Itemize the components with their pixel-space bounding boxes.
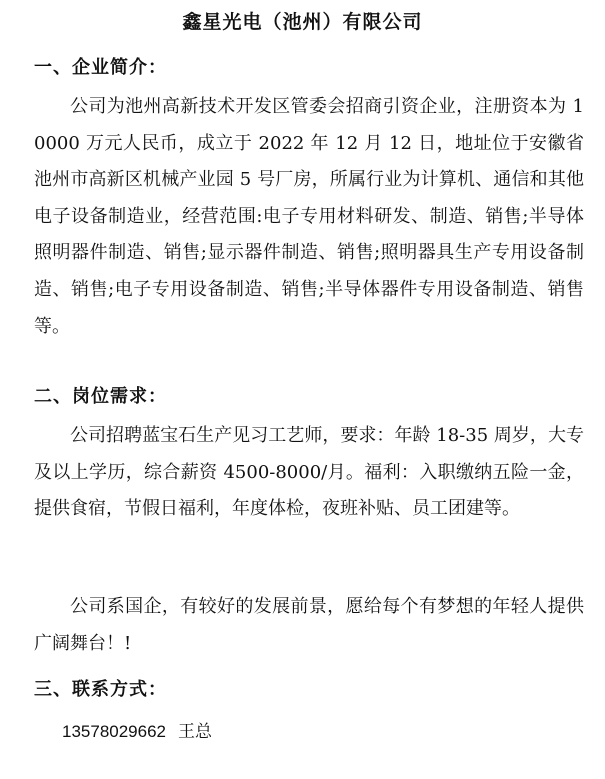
company-intro-paragraph: 公司为池州高新技术开发区管委会招商引资企业，注册资本为 10000 万元人民币，成立于 2022 年 12 月 12 日，地址位于安徽省池州市高新区机械产业园 5 号厂房，所属行业为计算机、通信和其他电子设备制造业，经营范围:电子专用材料研发、制造、销售;半导体照明器件制造、销售;显示器件制造、销售;照明器具生产专用设备制造、销售;电子专用设备制造、销售;半导体器件专用设备制造、销售等。 (34, 96, 584, 337)
company-outlook-paragraph: 公司系国企，有较好的发展前景，愿给每个有梦想的年轻人提供广阔舞台！! (34, 596, 584, 654)
section-heading-contact: 三、联系方式： (34, 679, 167, 700)
page-title: 鑫星光电（池州）有限公司 (182, 11, 423, 33)
contact-phone: 13578029662 (62, 722, 167, 741)
contact-line (62, 718, 212, 746)
contact-name: 王总 (178, 722, 213, 742)
section-heading-company-intro: 一、企业简介： (34, 57, 167, 78)
section-heading-job-requirements: 二、岗位需求： (34, 386, 167, 407)
job-requirements-paragraph: 公司招聘蓝宝石生产见习工艺师，要求：年龄 18-35 周岁，大专及以上学历，综合薪资 4500-8000/月。福利：入职缴纳五险一金，提供食宿，节假日福利，年度体检，夜班补贴、员工团建等。 (34, 425, 584, 520)
